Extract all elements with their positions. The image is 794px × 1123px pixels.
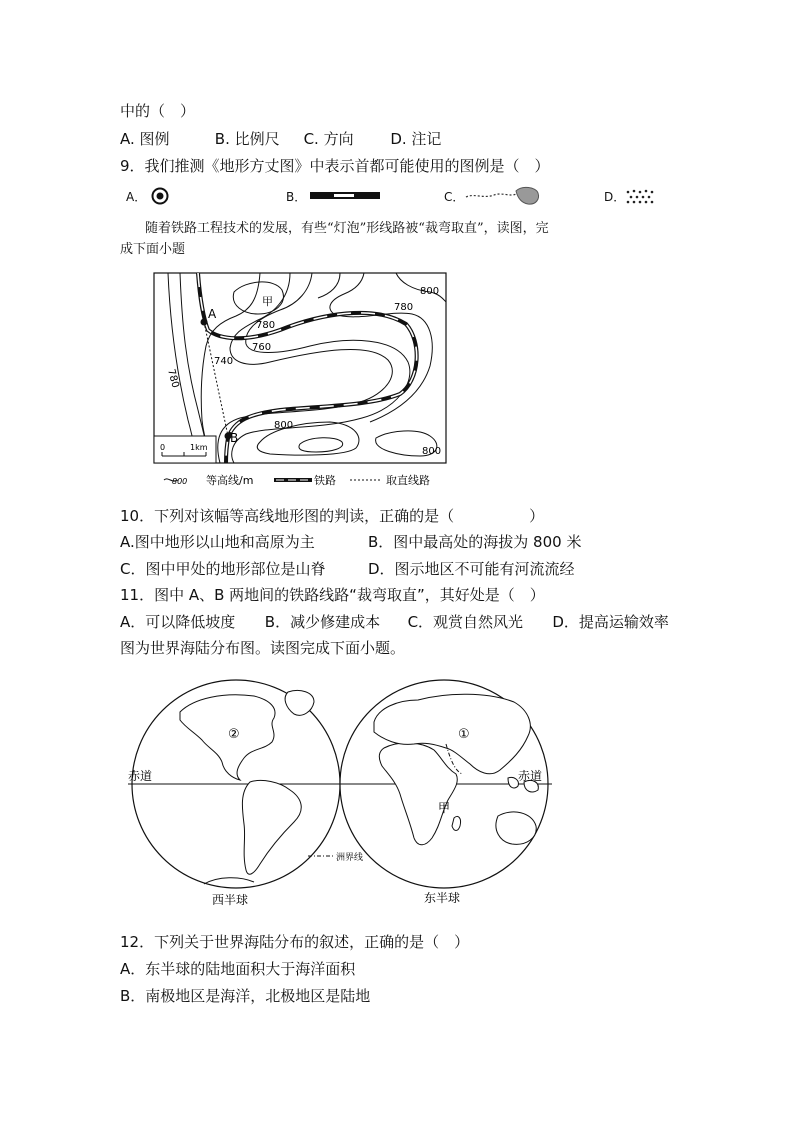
intro-1-line-b: 成下面小题 [120, 242, 186, 257]
dotted-area-icon [624, 187, 658, 205]
contour-label: 780 [394, 302, 414, 313]
q11-stem: 11．图中 A、B 两地间的铁路线路“裁弯取直”，其好处是（ ） [120, 586, 545, 604]
label-jia-ocean: 甲 [438, 801, 451, 815]
legend-rail: 铁路 [314, 474, 336, 487]
contour-label: 780 [165, 367, 181, 390]
q11-option-b: B．减少修建成本 [264, 613, 381, 631]
q10-option-d: D．图示地区不可能有河流流经 [368, 560, 575, 578]
q10-stem: 10．下列对该幅等高线地形图的判读，正确的是（ ） [120, 507, 545, 525]
contour-map [150, 270, 450, 492]
river-lake-icon [464, 185, 544, 207]
q8-options [120, 129, 441, 149]
east-hemisphere-label: 东半球 [424, 891, 461, 905]
capital-symbol-icon [150, 186, 170, 206]
q9-stem: 9．我们推测《地形方丈图》中表示首都可能使用的图例是（ ） [120, 157, 550, 175]
boundary-legend: 洲界线 [336, 853, 364, 863]
label-jia: 甲 [262, 295, 273, 308]
q12-option-b: B．南极地区是海洋，北极地区是陆地 [120, 987, 371, 1005]
q11-option-d: D．提高运输效率 [552, 613, 669, 631]
q8-option-d: D. 注记 [390, 130, 442, 148]
q8-option-a: A. 图例 [120, 130, 170, 148]
q8-continuation: 中的（ ） [120, 102, 196, 120]
q12-option-a: A．东半球的陆地面积大于海洋面积 [120, 960, 356, 978]
q12-stem: 12．下列关于世界海陆分布的叙述，正确的是（ ） [120, 933, 470, 951]
west-hemisphere-label: 西半球 [212, 893, 249, 907]
label-a: A [208, 307, 217, 321]
world-hemispheres-map [128, 678, 552, 914]
contour-label: 800 [420, 286, 440, 297]
q9-option-c: C． [444, 190, 465, 204]
scale-zero: 0 [160, 443, 166, 452]
q9-option-a: A． [126, 190, 147, 204]
label-one: ① [458, 727, 470, 742]
q11-option-a: A．可以降低坡度 [120, 613, 236, 631]
q8-option-b: B. 比例尺 [214, 130, 280, 148]
q9-option-b: B． [286, 190, 307, 204]
equator-label-left: 赤道 [128, 769, 153, 783]
scale-bar-icon [310, 190, 382, 202]
label-two: ② [228, 727, 240, 742]
q10-option-a: A.图中地形以山地和高原为主 [120, 533, 315, 551]
q10-option-b: B．图中最高处的海拔为 800 米 [368, 533, 582, 551]
contour-label: 740 [214, 356, 234, 367]
legend-contour: 等高线/m [206, 474, 254, 487]
legend-contour-value: 800 [172, 477, 188, 486]
q9-legend-options [120, 185, 680, 207]
q8-option-c: C. 方向 [303, 130, 354, 148]
contour-label: 800 [274, 420, 294, 431]
q9-option-d: D． [604, 190, 626, 204]
scale-unit: 1km [190, 443, 208, 452]
legend-straight: 取直线路 [386, 474, 430, 487]
contour-label: 780 [256, 320, 276, 331]
q11-options [120, 612, 669, 632]
label-b: B [230, 431, 239, 445]
contour-label: 800 [422, 446, 442, 457]
contour-label: 760 [252, 342, 272, 353]
q10-option-c: C．图中甲处的地形部位是山脊 [120, 560, 326, 578]
q11-option-c: C．观赏自然风光 [407, 613, 524, 631]
intro-2: 图为世界海陆分布图。读图完成下面小题。 [120, 639, 406, 657]
intro-1-line-a: 随着铁路工程技术的发展，有些“灯泡”形线路被“裁弯取直”，读图，完 [145, 221, 549, 236]
equator-label-right: 赤道 [518, 769, 543, 783]
